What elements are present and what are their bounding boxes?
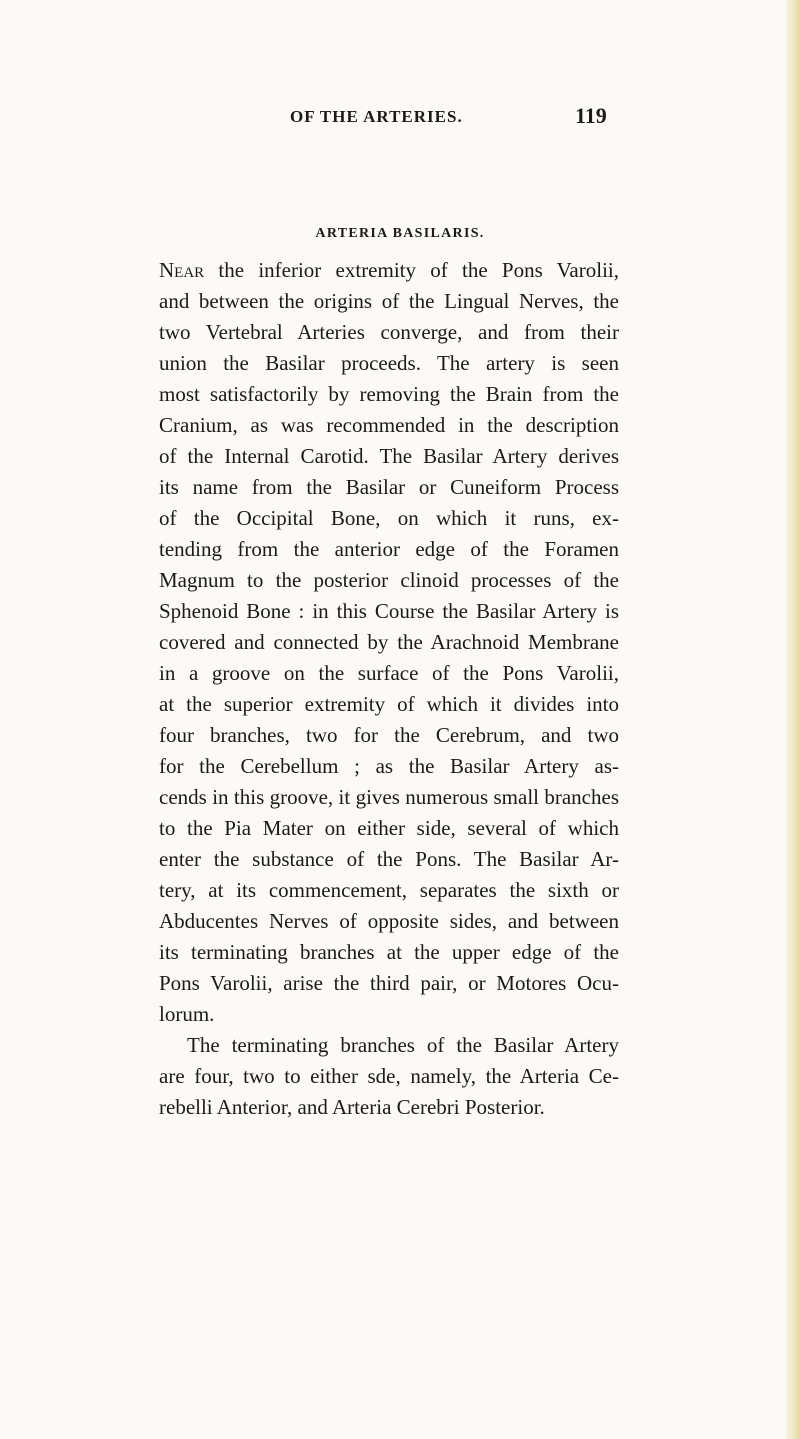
text-line: for the Cerebellum ; as the Basilar Artery as- xyxy=(159,754,619,778)
running-head xyxy=(0,103,800,133)
text-line: four branches, two for the Cerebrum, and two xyxy=(159,723,619,747)
page-edge xyxy=(786,0,800,1439)
paragraph-2 xyxy=(159,1030,619,1123)
text-line: covered and connected by the Arachnoid Membrane xyxy=(159,630,619,654)
text-line: most satisfactorily by removing the Brain from the xyxy=(159,382,619,406)
text-line: are four, two to either sde, namely, the Arteria Ce- xyxy=(159,1064,619,1088)
text-line: its terminating branches at the upper edge of the xyxy=(159,940,619,964)
text-line: and between the origins of the Lingual Nerves, the xyxy=(159,289,619,313)
body-text xyxy=(159,255,619,1123)
section-heading: ARTERIA BASILARIS. xyxy=(315,226,485,241)
text-line: enter the substance of the Pons. The Basilar Ar- xyxy=(159,847,619,871)
text-line: its name from the Basilar or Cuneiform Process xyxy=(159,475,619,499)
text-line: Pons Varolii, arise the third pair, or Motores Ocu- xyxy=(159,971,619,995)
text-line: lorum. xyxy=(159,1002,215,1026)
text-line: The terminating branches of the Basilar Artery xyxy=(187,1033,619,1057)
text-line: Cranium, as was recommended in the description xyxy=(159,413,619,437)
running-title: OF THE ARTERIES. xyxy=(290,107,463,126)
page-number: 119 xyxy=(575,103,607,128)
text-line xyxy=(159,255,619,286)
text-line: Abducentes Nerves of opposite sides, and between xyxy=(159,909,619,933)
text-line: two Vertebral Arteries converge, and from their xyxy=(159,320,619,344)
text-line: in a groove on the surface of the Pons Varolii, xyxy=(159,661,619,685)
text-line: of the Internal Carotid. The Basilar Artery derives xyxy=(159,444,619,468)
text-line: union the Basilar proceeds. The artery is seen xyxy=(159,351,619,375)
text-line: at the superior extremity of which it divides into xyxy=(159,692,619,716)
text-line: tery, at its commencement, separates the sixth or xyxy=(159,878,619,902)
text-line: of the Occipital Bone, on which it runs, ex- xyxy=(159,506,619,530)
text-line: cends in this groove, it gives numerous small branches xyxy=(159,785,619,809)
text-line: Sphenoid Bone : in this Course the Basilar Artery is xyxy=(159,599,619,623)
line-text: the inferior extremity of the Pons Varolii, xyxy=(218,258,620,282)
paragraph-1 xyxy=(159,255,619,1030)
text-line: rebelli Anterior, and Arteria Cerebri Posterior. xyxy=(159,1095,545,1119)
text-line: Magnum to the posterior clinoid processes of the xyxy=(159,568,619,592)
lead-word: Near xyxy=(159,258,205,282)
text-line: to the Pia Mater on either side, several of which xyxy=(159,816,619,840)
text-line: tending from the anterior edge of the Foramen xyxy=(159,537,619,561)
